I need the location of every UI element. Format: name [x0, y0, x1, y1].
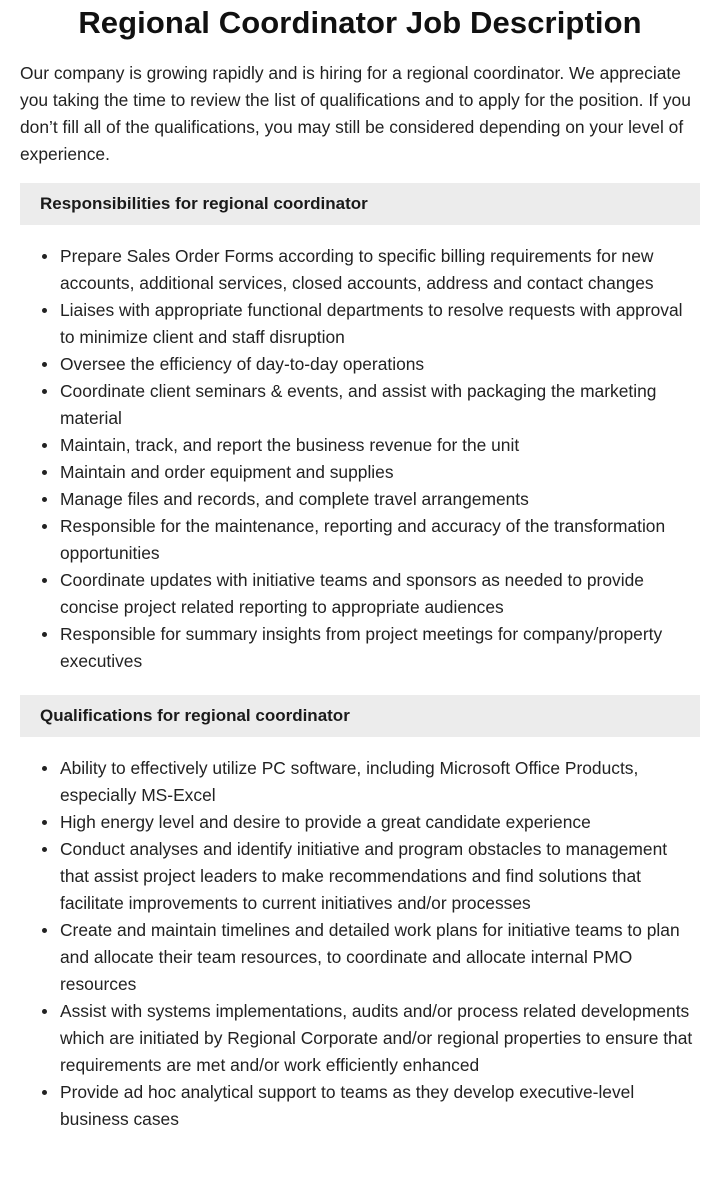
list-item: Create and maintain timelines and detailed work plans for initiative teams to plan and allocate their team resources, to coordinate and allocate internal PMO resources — [60, 917, 700, 998]
responsibilities-list — [20, 243, 700, 675]
page-title: Regional Coordinator Job Description — [78, 5, 642, 40]
list-item: Coordinate updates with initiative teams and sponsors as needed to provide concise project related reporting to appropriate audiences — [60, 567, 700, 621]
list-item: Coordinate client seminars & events, and assist with packaging the marketing material — [60, 378, 700, 432]
list-item: High energy level and desire to provide a great candidate experience — [60, 809, 700, 836]
list-item: Manage files and records, and complete travel arrangements — [60, 486, 700, 513]
list-item: Maintain and order equipment and supplies — [60, 459, 700, 486]
list-item: Assist with systems implementations, audits and/or process related developments which are initiated by Regional Corporate and/or regional properties to ensure that requirements are met and/or work efficiently enhanced — [60, 998, 700, 1079]
qualifications-list — [20, 755, 700, 1133]
list-item: Liaises with appropriate functional departments to resolve requests with approval to minimize client and staff disruption — [60, 297, 700, 351]
list-item: Prepare Sales Order Forms according to specific billing requirements for new accounts, additional services, closed accounts, address and contact changes — [60, 243, 700, 297]
list-item: Provide ad hoc analytical support to teams as they develop executive-level business cases — [60, 1079, 700, 1133]
list-item: Maintain, track, and report the business revenue for the unit — [60, 432, 700, 459]
intro-paragraph: Our company is growing rapidly and is hiring for a regional coordinator. We appreciate you taking the time to review the list of qualifications and to apply for the position. If you don’t fill all of the qualifications, you may still be considered depending on your level of experience. — [20, 63, 691, 164]
qualifications-heading: Qualifications for regional coordinator — [20, 695, 700, 737]
list-item: Responsible for summary insights from project meetings for company/property executives — [60, 621, 700, 675]
list-item: Ability to effectively utilize PC software, including Microsoft Office Products, especially MS-Excel — [60, 755, 700, 809]
list-item: Oversee the efficiency of day-to-day operations — [60, 351, 700, 378]
list-item: Conduct analyses and identify initiative and program obstacles to management that assist project leaders to make recommendations and find solutions that facilitate improvements to current initiatives and/or processes — [60, 836, 700, 917]
list-item: Responsible for the maintenance, reporting and accuracy of the transformation opportunities — [60, 513, 700, 567]
responsibilities-heading: Responsibilities for regional coordinator — [20, 183, 700, 225]
